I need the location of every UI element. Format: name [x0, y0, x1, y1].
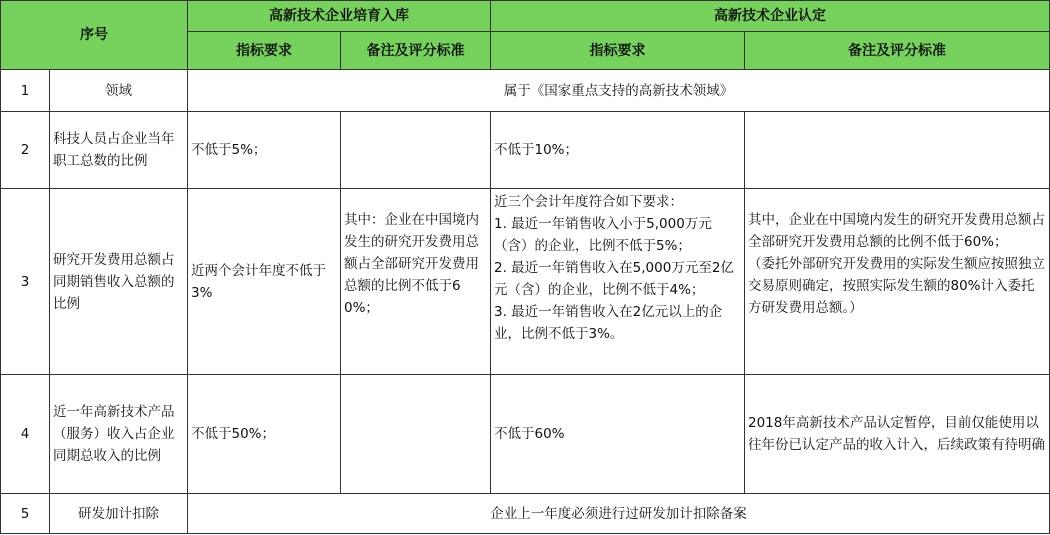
row-merged-text: 属于《国家重点支持的高新技术领域》: [188, 70, 1050, 112]
header-a-requirement: 指标要求: [188, 32, 341, 70]
row-item: 近一年高新技术产品（服务）收入占企业同期总收入的比例: [50, 375, 188, 494]
row-a-note: [341, 112, 491, 189]
row-number: 5: [1, 494, 50, 534]
table-row: [1, 494, 1050, 534]
header-group-incubation: 高新技术企业培育入库: [188, 1, 491, 32]
row-number: 1: [1, 70, 50, 112]
row-b-requirement: [491, 189, 745, 375]
header-b-note: 备注及评分标准: [745, 32, 1050, 70]
row-a-requirement: 近两个会计年度不低于3%: [188, 189, 341, 375]
row-b-note: [745, 189, 1050, 375]
requirement-line: 2. 最近一年销售收入在5,000万元至2亿元（含）的企业，比例不低于4%；: [494, 260, 734, 298]
table-row: [1, 189, 1050, 375]
row-b-requirement: 不低于10%；: [491, 112, 745, 189]
header-group-certification: 高新技术企业认定: [491, 1, 1050, 32]
row-b-requirement: 不低于60%: [491, 375, 745, 494]
row-a-note: [341, 375, 491, 494]
table-row: [1, 375, 1050, 494]
header-b-requirement: 指标要求: [491, 32, 745, 70]
row-item: 研究开发费用总额占同期销售收入总额的比例: [50, 189, 188, 375]
table-row: [1, 70, 1050, 112]
header-seq: 序号: [1, 1, 188, 70]
row-a-requirement: 不低于50%；: [188, 375, 341, 494]
row-item: 科技人员占企业当年职工总数的比例: [50, 112, 188, 189]
row-number: 2: [1, 112, 50, 189]
row-merged-text: 企业上一年度必须进行过研发加计扣除备案: [188, 494, 1050, 534]
table-row: [1, 112, 1050, 189]
note-line: 其中，企业在中国境内发生的研究开发费用总额占全部研究开发费用总额的比例不低于60%；: [748, 212, 1045, 250]
requirement-line: 1. 最近一年销售收入小于5,000万元（含）的企业，比例不低于5%；: [494, 216, 712, 254]
header-row-1: [1, 1, 1050, 32]
row-a-requirement: 不低于5%；: [188, 112, 341, 189]
row-number: 4: [1, 375, 50, 494]
requirement-line: 近三个会计年度符合如下要求：: [494, 194, 683, 210]
row-b-note: [745, 112, 1050, 189]
row-item: 领域: [50, 70, 188, 112]
row-b-note: 2018年高新技术产品认定暂停，目前仅能使用以往年份已认定产品的收入计入，后续政策有待明确: [745, 375, 1050, 494]
header-a-note: 备注及评分标准: [341, 32, 491, 70]
note-line: （委托外部研究开发费用的实际发生额应按照独立交易原则确定，按照实际发生额的80%计入委托方研发费用总额。）: [748, 256, 1045, 316]
row-a-note: 其中：企业在中国境内发生的研究开发费用总额占全部研究开发费用总额的比例不低于60%；: [341, 189, 491, 375]
row-item: 研发加计扣除: [50, 494, 188, 534]
requirement-line: 3. 最近一年销售收入在2亿元以上的企业，比例不低于3%。: [494, 304, 723, 342]
row-number: 3: [1, 189, 50, 375]
